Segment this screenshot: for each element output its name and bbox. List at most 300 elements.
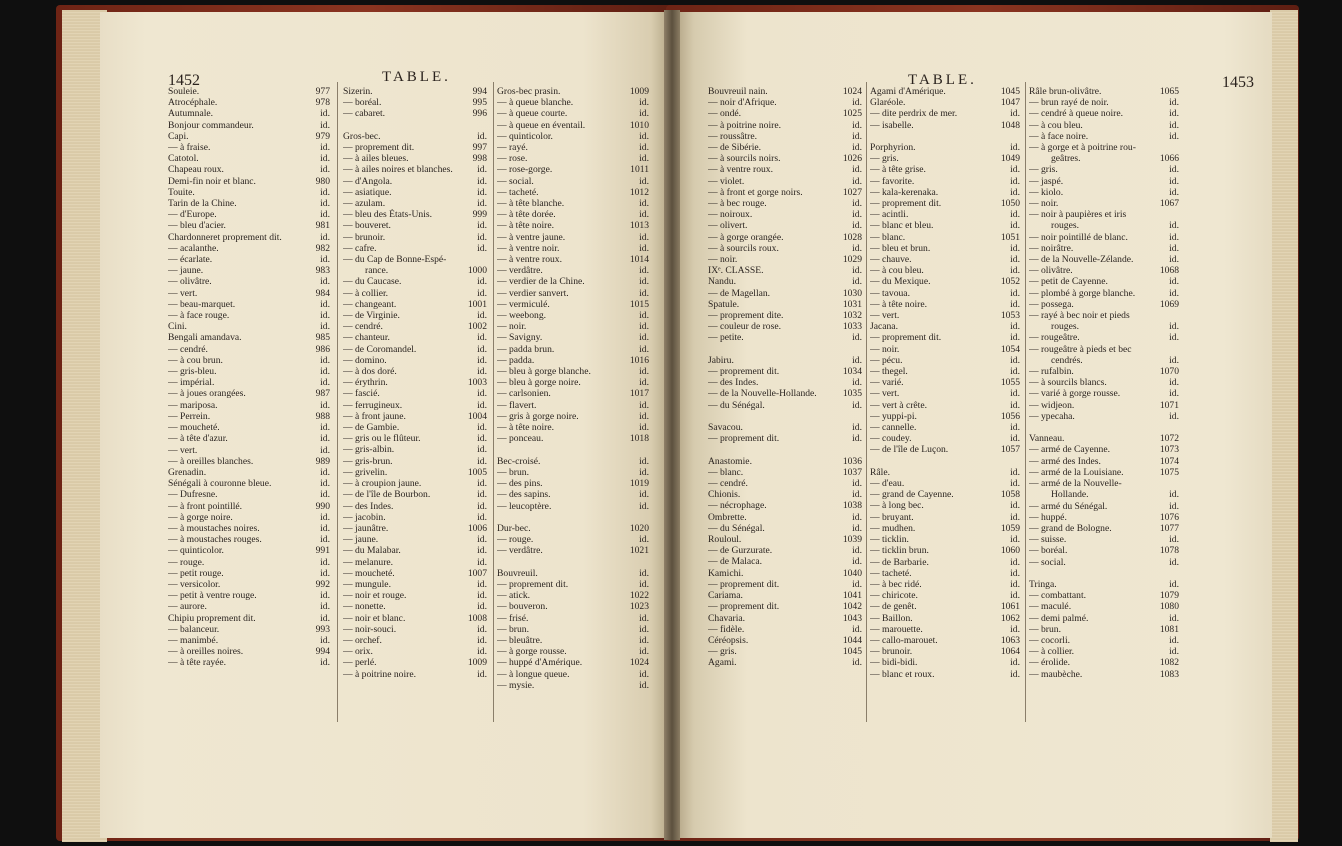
entry-name: — balanceur. bbox=[168, 623, 220, 635]
index-entry bbox=[708, 635, 862, 646]
entry-name: — yuppi-pi. bbox=[870, 410, 917, 422]
entry-name: Tarin de la Chine. bbox=[168, 198, 237, 210]
index-entry bbox=[870, 489, 1020, 500]
book-gutter bbox=[664, 10, 680, 840]
entry-page-ref: 1077 bbox=[1159, 522, 1179, 534]
index-entry bbox=[168, 176, 330, 187]
entry-name: — noirâtre. bbox=[1029, 242, 1074, 254]
entry-page-ref: id. bbox=[639, 500, 649, 512]
index-entry bbox=[1029, 366, 1179, 377]
index-entry bbox=[870, 433, 1020, 444]
index-entry bbox=[497, 220, 649, 231]
entry-page-ref: 1051 bbox=[1000, 231, 1020, 243]
entry-name: — à tête grise. bbox=[870, 164, 926, 176]
column-rule bbox=[866, 82, 867, 722]
entry-name: — violet. bbox=[708, 175, 745, 187]
index-entry bbox=[497, 276, 649, 287]
entry-name: — weebong. bbox=[497, 310, 547, 322]
entry-page-ref: 1018 bbox=[629, 433, 649, 445]
entry-page-ref: 993 bbox=[315, 623, 330, 635]
entry-page-ref: 1044 bbox=[842, 634, 862, 646]
entry-page-ref: id. bbox=[1169, 500, 1179, 512]
index-entry bbox=[343, 501, 487, 512]
index-entry bbox=[168, 355, 330, 366]
entry-name: — orix. bbox=[343, 646, 373, 658]
entry-name: — mysie. bbox=[497, 679, 535, 691]
entry-page-ref: 1009 bbox=[467, 657, 487, 669]
entry-name: — nonette. bbox=[343, 601, 386, 613]
entry-name: — social. bbox=[497, 175, 534, 187]
entry-name: Chapeau roux. bbox=[168, 164, 224, 176]
index-entry bbox=[497, 176, 649, 187]
index-entry bbox=[497, 478, 649, 489]
entry-page-ref: id. bbox=[1169, 534, 1179, 546]
entry-page-ref: 977 bbox=[315, 86, 330, 97]
entry-name: Cini. bbox=[168, 321, 187, 333]
entry-page-ref: id. bbox=[1169, 108, 1179, 120]
index-entry bbox=[497, 187, 649, 198]
entry-page-ref: id. bbox=[477, 354, 487, 366]
index-entry bbox=[168, 568, 330, 579]
entry-name: — à tête noire. bbox=[497, 220, 555, 232]
index-entry bbox=[708, 355, 862, 366]
index-entry bbox=[343, 355, 487, 366]
entry-page-ref: id. bbox=[639, 410, 649, 422]
index-entry bbox=[1029, 444, 1179, 455]
entry-page-ref: 1067 bbox=[1159, 198, 1179, 210]
entry-page-ref: 1000 bbox=[467, 265, 487, 277]
index-entry bbox=[497, 669, 649, 680]
entry-page-ref: id. bbox=[1169, 377, 1179, 389]
entry-page-ref: id. bbox=[320, 657, 330, 669]
entry-page-ref: id. bbox=[1169, 646, 1179, 658]
entry-name: Agami d'Amérique. bbox=[870, 86, 946, 97]
entry-name: Porphyrion. bbox=[870, 142, 916, 153]
entry-page-ref: id. bbox=[1010, 623, 1020, 635]
entry-name: — favorite. bbox=[870, 175, 915, 187]
entry-name: — jaune. bbox=[343, 534, 379, 546]
index-entry bbox=[1029, 624, 1179, 635]
entry-page-ref: id. bbox=[852, 511, 862, 523]
entry-page-ref: 978 bbox=[315, 97, 330, 109]
entry-name: Bonjour commandeur. bbox=[168, 119, 254, 131]
index-entry bbox=[497, 680, 649, 691]
entry-page-ref: id. bbox=[1010, 354, 1020, 366]
index-entry bbox=[708, 579, 862, 590]
index-entry bbox=[1029, 377, 1179, 388]
entry-page-ref: id. bbox=[320, 522, 330, 534]
entry-name: — à queue courte. bbox=[497, 108, 568, 120]
entry-page-ref: 995 bbox=[472, 97, 487, 109]
entry-page-ref: id. bbox=[477, 343, 487, 355]
entry-page-ref: id. bbox=[639, 175, 649, 187]
entry-name: — social. bbox=[1029, 556, 1066, 568]
entry-page-ref: 1070 bbox=[1159, 366, 1179, 378]
index-entry bbox=[168, 377, 330, 388]
entry-name: — du Caucase. bbox=[343, 276, 402, 288]
entry-page-ref: id. bbox=[477, 534, 487, 546]
index-entry bbox=[168, 613, 330, 624]
index-entry bbox=[1029, 187, 1179, 198]
entry-name: — bleu à gorge noire. bbox=[497, 377, 581, 389]
entry-page-ref: 1068 bbox=[1159, 265, 1179, 277]
entry-page-ref: 1023 bbox=[629, 601, 649, 613]
index-entry bbox=[708, 444, 862, 455]
index-entry bbox=[708, 523, 862, 534]
entry-page-ref: id. bbox=[320, 254, 330, 266]
index-entry bbox=[497, 501, 649, 512]
entry-name: rance. bbox=[365, 265, 389, 277]
entry-page-ref: id. bbox=[852, 242, 862, 254]
index-entry bbox=[168, 120, 330, 131]
entry-page-ref: 980 bbox=[315, 175, 330, 187]
index-entry bbox=[168, 433, 330, 444]
index-entry bbox=[168, 276, 330, 287]
index-entry bbox=[168, 209, 330, 220]
index-entry bbox=[497, 422, 649, 433]
entry-page-ref: id. bbox=[477, 242, 487, 254]
index-entry bbox=[168, 624, 330, 635]
entry-name: — boréal. bbox=[343, 97, 382, 109]
entry-name: — cabaret. bbox=[343, 108, 386, 120]
entry-name: — varié. bbox=[870, 377, 904, 389]
entry-page-ref: id. bbox=[639, 97, 649, 109]
entry-page-ref: id. bbox=[320, 164, 330, 176]
index-entry bbox=[168, 489, 330, 500]
index-entry bbox=[870, 557, 1020, 568]
entry-page-ref: id. bbox=[1010, 321, 1020, 333]
entry-name: Jabiru. bbox=[708, 354, 734, 366]
column-rule bbox=[1025, 82, 1026, 722]
entry-name: — noir d'Afrique. bbox=[708, 97, 777, 109]
entry-page-ref: id. bbox=[320, 209, 330, 221]
index-entry bbox=[1029, 220, 1179, 231]
entry-name: — des Indes. bbox=[708, 377, 759, 389]
entry-page-ref: 1074 bbox=[1159, 455, 1179, 467]
entry-page-ref: id. bbox=[1010, 254, 1020, 266]
entry-name: Râle brun-olivâtre. bbox=[1029, 86, 1102, 97]
entry-page-ref: id. bbox=[477, 220, 487, 232]
entry-page-ref: 1026 bbox=[842, 153, 862, 165]
entry-name: — à sourcils noirs. bbox=[708, 153, 781, 165]
entry-name: — cafre. bbox=[343, 242, 377, 254]
index-entry bbox=[1029, 601, 1179, 612]
entry-name: — flavert. bbox=[497, 399, 537, 411]
index-entry bbox=[497, 86, 649, 97]
entry-page-ref: id. bbox=[477, 478, 487, 490]
entry-page-ref: id. bbox=[1169, 321, 1179, 333]
entry-name: — à cou bleu. bbox=[1029, 119, 1083, 131]
entry-page-ref: id. bbox=[320, 377, 330, 389]
index-entry bbox=[708, 568, 862, 579]
entry-name: — à collier. bbox=[1029, 646, 1075, 658]
index-entry bbox=[343, 344, 487, 355]
index-entry bbox=[1029, 411, 1179, 422]
index-entry bbox=[708, 534, 862, 545]
entry-name: — de Gurzurate. bbox=[708, 545, 773, 557]
index-entry bbox=[1029, 332, 1179, 343]
entry-name: — rayé à bec noir et pieds bbox=[1029, 310, 1130, 322]
entry-name: — de l'île de Bourbon. bbox=[343, 489, 431, 501]
index-entry bbox=[1029, 590, 1179, 601]
entry-name: — à collier. bbox=[343, 287, 389, 299]
entry-name: — à joues orangées. bbox=[168, 388, 246, 400]
index-entry bbox=[497, 512, 649, 523]
entry-name: — vert à crête. bbox=[870, 399, 927, 411]
entry-name: Dur-bec. bbox=[497, 522, 531, 534]
entry-name: — fidèle. bbox=[708, 623, 745, 635]
entry-page-ref: id. bbox=[852, 276, 862, 288]
entry-name: — dite perdrix de mer. bbox=[870, 108, 958, 120]
index-entry bbox=[497, 97, 649, 108]
page-number-right: 1453 bbox=[1222, 74, 1254, 91]
index-entry bbox=[870, 265, 1020, 276]
index-entry bbox=[1029, 646, 1179, 657]
entry-page-ref: id. bbox=[320, 276, 330, 288]
index-entry bbox=[343, 243, 487, 254]
entry-page-ref: 982 bbox=[315, 242, 330, 254]
index-entry bbox=[708, 265, 862, 276]
index-entry bbox=[497, 557, 649, 568]
index-entry bbox=[1029, 97, 1179, 108]
index-column-left-3 bbox=[497, 86, 649, 691]
entry-page-ref: id. bbox=[320, 231, 330, 243]
entry-page-ref: 999 bbox=[472, 209, 487, 221]
entry-page-ref: id. bbox=[477, 668, 487, 680]
entry-name: — proprement dit. bbox=[870, 332, 942, 344]
entry-page-ref: 1024 bbox=[629, 657, 649, 669]
entry-name: Rouloul. bbox=[708, 534, 742, 546]
entry-name: — huppé d'Amérique. bbox=[497, 657, 583, 669]
entry-page-ref: id. bbox=[852, 142, 862, 154]
entry-page-ref: id. bbox=[320, 601, 330, 613]
index-entry bbox=[497, 355, 649, 366]
entry-page-ref: id. bbox=[477, 130, 487, 142]
index-entry bbox=[870, 400, 1020, 411]
entry-page-ref: id. bbox=[477, 578, 487, 590]
index-entry bbox=[497, 366, 649, 377]
entry-name: — du Sénégal. bbox=[708, 522, 765, 534]
entry-page-ref: id. bbox=[1010, 399, 1020, 411]
entry-name: — noir à paupières et iris bbox=[1029, 209, 1127, 221]
index-entry bbox=[870, 500, 1020, 511]
index-entry bbox=[168, 321, 330, 332]
entry-page-ref: 1016 bbox=[629, 354, 649, 366]
index-entry bbox=[168, 131, 330, 142]
entry-page-ref: id. bbox=[852, 556, 862, 568]
index-entry bbox=[343, 624, 487, 635]
index-entry bbox=[497, 254, 649, 265]
index-entry bbox=[343, 153, 487, 164]
entry-name: — rose-gorge. bbox=[497, 164, 553, 176]
entry-name: — frisé. bbox=[497, 612, 529, 624]
entry-page-ref: id. bbox=[1010, 332, 1020, 344]
entry-name: — olivert. bbox=[708, 220, 748, 232]
entry-page-ref: id. bbox=[639, 343, 649, 355]
entry-name: — grand de Cayenne. bbox=[870, 489, 954, 501]
index-entry bbox=[870, 646, 1020, 657]
index-entry bbox=[497, 624, 649, 635]
entry-name: Ombrette. bbox=[708, 511, 747, 523]
entry-name: — bouveret. bbox=[343, 220, 391, 232]
entry-name: — mariposa. bbox=[168, 399, 218, 411]
index-entry bbox=[497, 489, 649, 500]
entry-page-ref: id. bbox=[852, 332, 862, 344]
index-entry bbox=[343, 422, 487, 433]
entry-page-ref: 1017 bbox=[629, 388, 649, 400]
entry-name: — jaune. bbox=[168, 265, 204, 277]
entry-name: — ferrugineux. bbox=[343, 399, 403, 411]
entry-name: — Perrein. bbox=[168, 410, 211, 422]
entry-page-ref: id. bbox=[1010, 478, 1020, 490]
index-entry bbox=[497, 467, 649, 478]
entry-page-ref: id. bbox=[852, 623, 862, 635]
entry-page-ref: id. bbox=[320, 321, 330, 333]
entry-name: — tacheté. bbox=[497, 186, 539, 198]
entry-page-ref: 1037 bbox=[842, 466, 862, 478]
index-entry bbox=[343, 276, 487, 287]
entry-page-ref: 1059 bbox=[1000, 522, 1020, 534]
entry-name: — d'Europe. bbox=[168, 209, 217, 221]
index-entry bbox=[708, 209, 862, 220]
entry-page-ref: id. bbox=[320, 590, 330, 602]
entry-name: — manimbé. bbox=[168, 634, 219, 646]
entry-page-ref: id. bbox=[320, 198, 330, 210]
entry-page-ref: id. bbox=[477, 332, 487, 344]
index-entry bbox=[168, 265, 330, 276]
entry-name: — à fraise. bbox=[168, 142, 211, 154]
index-entry bbox=[1029, 534, 1179, 545]
index-entry bbox=[870, 288, 1020, 299]
entry-name: — à bec ridé. bbox=[870, 578, 922, 590]
entry-page-ref: id. bbox=[477, 433, 487, 445]
entry-page-ref: 1011 bbox=[630, 164, 649, 176]
entry-name: — thegel. bbox=[870, 366, 908, 378]
entry-name: Hollande. bbox=[1051, 489, 1089, 501]
entry-name: — armé du Sénégal. bbox=[1029, 500, 1108, 512]
entry-name: — mungule. bbox=[343, 578, 391, 590]
entry-page-ref: 987 bbox=[315, 388, 330, 400]
entry-page-ref: id. bbox=[639, 489, 649, 501]
entry-name: — rouge. bbox=[497, 534, 534, 546]
entry-page-ref: id. bbox=[852, 422, 862, 434]
entry-page-ref: id. bbox=[852, 175, 862, 187]
index-entry bbox=[708, 489, 862, 500]
index-entry bbox=[870, 456, 1020, 467]
entry-name: geâtres. bbox=[1051, 153, 1081, 165]
entry-name: — à ventre noir. bbox=[497, 242, 560, 254]
entry-name: — kala-kerenaka. bbox=[870, 186, 939, 198]
entry-name: — melanure. bbox=[343, 556, 394, 568]
entry-name: rouges. bbox=[1051, 321, 1079, 333]
index-entry bbox=[168, 590, 330, 601]
entry-page-ref: id. bbox=[320, 186, 330, 198]
entry-name: Râle. bbox=[870, 466, 890, 478]
index-entry bbox=[343, 299, 487, 310]
entry-page-ref: id. bbox=[639, 276, 649, 288]
entry-name: — à tête noire. bbox=[497, 422, 555, 434]
entry-name: — brun rayé de noir. bbox=[1029, 97, 1109, 109]
entry-page-ref: id. bbox=[639, 567, 649, 579]
index-entry bbox=[708, 433, 862, 444]
entry-name: — noir-souci. bbox=[343, 623, 397, 635]
index-column-right-3 bbox=[1029, 86, 1179, 680]
entry-page-ref: 1004 bbox=[467, 410, 487, 422]
entry-page-ref: 1054 bbox=[1000, 343, 1020, 355]
index-entry bbox=[870, 512, 1020, 523]
entry-page-ref: id. bbox=[477, 500, 487, 512]
entry-name: — olivâtre. bbox=[168, 276, 212, 288]
entry-name: — noiroux. bbox=[708, 209, 753, 221]
entry-name: — blanc. bbox=[708, 466, 744, 478]
entry-page-ref: id. bbox=[639, 623, 649, 635]
index-entry bbox=[343, 657, 487, 668]
entry-name: Chardonneret proprement dit. bbox=[168, 231, 282, 243]
entry-name: — atick. bbox=[497, 590, 531, 602]
entry-page-ref: 1069 bbox=[1159, 298, 1179, 310]
entry-page-ref: id. bbox=[477, 276, 487, 288]
index-entry bbox=[1029, 120, 1179, 131]
entry-name: — carlsonien. bbox=[497, 388, 551, 400]
entry-page-ref: 1028 bbox=[842, 231, 862, 243]
index-entry bbox=[1029, 669, 1179, 680]
entry-page-ref: id. bbox=[852, 130, 862, 142]
entry-page-ref: id. bbox=[477, 623, 487, 635]
entry-name: Atrocéphale. bbox=[168, 97, 218, 109]
entry-page-ref: 1079 bbox=[1159, 590, 1179, 602]
index-entry bbox=[168, 601, 330, 612]
entry-page-ref: 1003 bbox=[467, 377, 487, 389]
index-entry bbox=[870, 355, 1020, 366]
entry-page-ref: 1083 bbox=[1159, 668, 1179, 680]
index-entry bbox=[497, 164, 649, 175]
entry-page-ref: id. bbox=[1010, 500, 1020, 512]
index-entry bbox=[168, 108, 330, 119]
entry-page-ref: id. bbox=[852, 399, 862, 411]
entry-name: — de Barbarie. bbox=[870, 556, 929, 568]
index-entry bbox=[1029, 254, 1179, 265]
index-entry bbox=[497, 344, 649, 355]
entry-name: — des pins. bbox=[497, 478, 543, 490]
entry-page-ref: id. bbox=[639, 646, 649, 658]
entry-page-ref: id. bbox=[852, 198, 862, 210]
entry-page-ref: id. bbox=[1010, 534, 1020, 546]
entry-name: — à face rouge. bbox=[168, 310, 230, 322]
index-entry bbox=[343, 400, 487, 411]
entry-page-ref: 1038 bbox=[842, 500, 862, 512]
entry-name: — vert. bbox=[168, 444, 198, 456]
entry-page-ref: id. bbox=[852, 478, 862, 490]
entry-name: — verdâtre. bbox=[497, 545, 543, 557]
entry-name: — noir. bbox=[708, 254, 738, 266]
index-entry bbox=[708, 131, 862, 142]
index-entry bbox=[168, 332, 330, 343]
entry-page-ref: id. bbox=[1169, 354, 1179, 366]
index-entry bbox=[343, 198, 487, 209]
entry-page-ref: id. bbox=[1010, 209, 1020, 221]
entry-page-ref: id. bbox=[477, 646, 487, 658]
index-entry bbox=[497, 108, 649, 119]
index-entry bbox=[1029, 299, 1179, 310]
entry-page-ref: id. bbox=[477, 634, 487, 646]
index-entry bbox=[870, 120, 1020, 131]
entry-name: — huppé. bbox=[1029, 511, 1067, 523]
index-entry bbox=[708, 512, 862, 523]
entry-page-ref: 1015 bbox=[629, 298, 649, 310]
index-entry bbox=[708, 646, 862, 657]
entry-page-ref: id. bbox=[477, 511, 487, 523]
entry-page-ref: 992 bbox=[315, 578, 330, 590]
